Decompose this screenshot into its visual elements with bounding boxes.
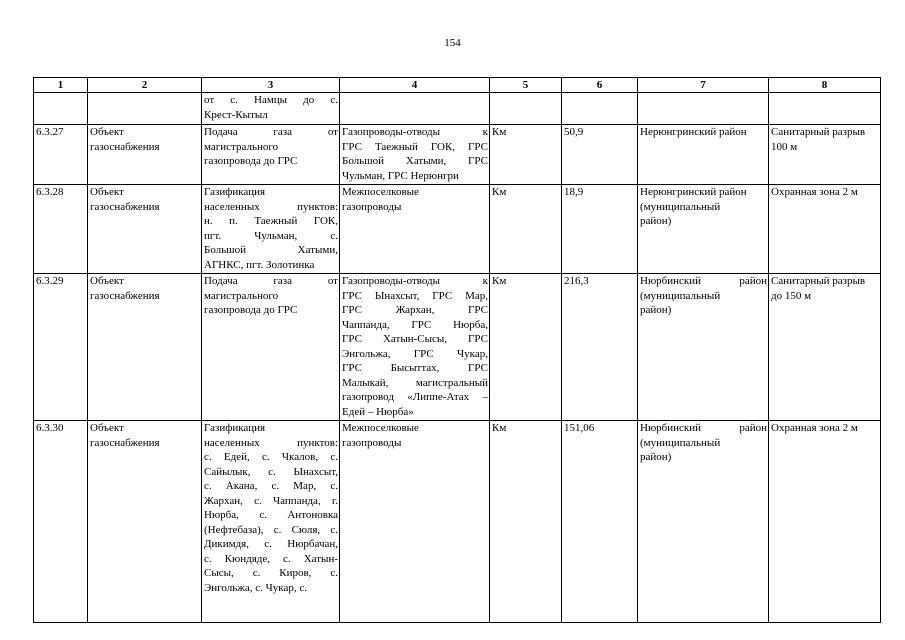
table-cell <box>638 125 769 185</box>
table-cell <box>202 185 340 274</box>
table-cell: 216,3 <box>562 274 638 421</box>
header-cell: 7 <box>638 78 769 93</box>
cell-line: (муниципальный <box>640 200 721 213</box>
header-cell: 8 <box>769 78 881 93</box>
header-cell: 3 <box>202 78 340 93</box>
cell-line: от с. Намцы до с. <box>204 94 338 106</box>
table-cell: Км <box>490 125 562 185</box>
cell-line: газоснабжения <box>90 200 160 213</box>
table-cell <box>88 185 202 274</box>
cell-line: Большой Хатыми, ГРС <box>342 155 488 167</box>
table-cell <box>769 93 881 125</box>
cell-line: (муниципальный <box>640 289 721 302</box>
table-cell <box>638 93 769 125</box>
cell-line: с. Кюндяде, с. Хатын- <box>204 552 338 565</box>
cell-line: Нюрбинский район <box>640 422 767 434</box>
cell-line: Нерюнгринский район <box>640 126 747 138</box>
table-cell <box>202 274 340 421</box>
cell-line: газоснабжения <box>90 289 160 302</box>
table-cell <box>88 93 202 125</box>
table-cell <box>340 274 490 421</box>
cell-line: Охранная зона 2 м <box>771 422 858 434</box>
table-cell <box>88 274 202 421</box>
cell-line: Жархан, с. Чаппанда, г. <box>204 494 338 507</box>
table-cell <box>88 421 202 623</box>
cell-line: Энгольжа, с. Чукар, с. <box>204 581 307 594</box>
cell-line: газопроводы <box>342 200 402 213</box>
table-cell: 50,9 <box>562 125 638 185</box>
header-cell: 6 <box>562 78 638 93</box>
table-cell <box>562 93 638 125</box>
table-cell <box>638 185 769 274</box>
table-cell <box>202 421 340 623</box>
cell-line: Едей – Нюрба» <box>342 405 414 418</box>
cell-line: Дикимдя, с. Нюрбачан, <box>204 538 338 550</box>
page-number: 154 <box>444 37 461 49</box>
table-cell <box>769 421 881 623</box>
table-cell <box>340 421 490 623</box>
cell-line: Санитарный разрыв <box>771 275 866 287</box>
cell-line: с. Акана, с. Мар, с. <box>204 480 338 492</box>
table-cell: Км <box>490 274 562 421</box>
table-row <box>34 185 881 274</box>
table-cell <box>340 125 490 185</box>
table-cell: 6.3.30 <box>34 421 88 623</box>
header-cell: 1 <box>34 78 88 93</box>
cell-line: газопровода до ГРС <box>204 304 298 316</box>
cell-line: магистрального <box>204 289 279 302</box>
cell-line: Объект <box>90 126 124 138</box>
table-cell <box>202 93 340 125</box>
cell-line: Газификация <box>204 422 266 434</box>
cell-line: 100 м <box>771 140 798 153</box>
cell-line: Сысы, с. Киров, с. <box>204 567 338 579</box>
cell-line: Чаппанда, ГРС Нюрба, <box>342 318 488 331</box>
cell-line: (муниципальный <box>640 436 721 449</box>
table-cell <box>340 93 490 125</box>
cell-line: магистрального <box>204 140 279 153</box>
cell-line: Газификация <box>204 186 266 198</box>
cell-line: район) <box>640 304 672 316</box>
cell-line: Нерюнгринский район <box>640 186 747 198</box>
header-cell: 4 <box>340 78 490 93</box>
cell-line: населенных пунктов: <box>204 436 338 449</box>
table-cell: 6.3.29 <box>34 274 88 421</box>
cell-line: Санитарный разрыв <box>771 126 866 138</box>
cell-line: ГРС Бысыттах, ГРС <box>342 362 488 374</box>
header-row <box>34 78 881 93</box>
cell-line: район) <box>640 215 672 227</box>
table-cell: 6.3.27 <box>34 125 88 185</box>
cell-line: Межпоселковые <box>342 422 419 434</box>
table-row <box>34 125 881 185</box>
cell-line: ГРС Таежный ГОК, ГРС <box>342 140 488 153</box>
cell-line: газоснабжения <box>90 436 160 449</box>
register-table <box>33 77 881 623</box>
cell-line: Газопроводы-отводы к <box>342 126 488 138</box>
cell-line: до 150 м <box>771 289 812 302</box>
cell-line: Охранная зона 2 м <box>771 186 858 198</box>
cell-line: Сайылык, с. Ынахсыт, <box>204 465 338 478</box>
table-cell <box>769 274 881 421</box>
cell-line: газопровода до ГРС <box>204 155 298 167</box>
table-cell: Км <box>490 421 562 623</box>
table-cell <box>88 125 202 185</box>
table-cell <box>490 93 562 125</box>
table-cell <box>340 185 490 274</box>
cell-line: Подача газа от <box>204 126 338 138</box>
table-cell: Км <box>490 185 562 274</box>
cell-line: населенных пунктов: <box>204 200 338 213</box>
cell-line: Крест-Кытыл <box>204 108 268 121</box>
cell-line: Подача газа от <box>204 275 338 287</box>
cell-line: Межпоселковые <box>342 186 419 198</box>
table-cell <box>638 421 769 623</box>
cell-line: Нюрбинский район <box>640 275 767 287</box>
cell-line: с. Едей, с. Чкалов, с. <box>204 451 338 463</box>
cell-line: н. п. Таежный ГОК, <box>204 215 338 227</box>
table-cell: 18,9 <box>562 185 638 274</box>
header-cell: 5 <box>490 78 562 93</box>
cell-line: Газопроводы-отводы к <box>342 275 488 287</box>
table-cell <box>638 274 769 421</box>
cell-line: ГРС Ынахсыт, ГРС Мар, <box>342 289 488 302</box>
table-cell <box>769 125 881 185</box>
cell-line: Малыкай, магистральный <box>342 376 488 389</box>
cell-line: Чульман, ГРС Нерюнгри <box>342 169 459 182</box>
cell-line: ГРС Жархан, ГРС <box>342 304 488 316</box>
cell-line: Объект <box>90 186 124 198</box>
cell-line: Объект <box>90 275 124 287</box>
cell-line: ГРС Хатын-Сысы, ГРС <box>342 333 488 345</box>
cell-line: газопровод «Липпе-Атах – <box>342 391 488 403</box>
continuation-row <box>34 93 881 125</box>
table-row <box>34 274 881 421</box>
cell-line: газопроводы <box>342 436 402 449</box>
header-cell: 2 <box>88 78 202 93</box>
table-cell: 6.3.28 <box>34 185 88 274</box>
table-cell <box>769 185 881 274</box>
cell-line: газоснабжения <box>90 140 160 153</box>
table-row <box>34 421 881 623</box>
cell-line: район) <box>640 451 672 463</box>
cell-line: АГНКС, пгт. Золотинка <box>204 258 315 271</box>
cell-line: Объект <box>90 422 124 434</box>
cell-line: пгт. Чульман, с. <box>204 229 338 242</box>
table-cell <box>202 125 340 185</box>
cell-line: (Нефтебаза), с. Сюля, с. <box>204 523 338 536</box>
cell-line: Энгольжа, ГРС Чукар, <box>342 347 488 360</box>
cell-line: Нюрба, с. Антоновка <box>204 509 338 521</box>
cell-line: Большой Хатыми, <box>204 244 338 256</box>
table-cell: 151,06 <box>562 421 638 623</box>
table-cell <box>34 93 88 125</box>
